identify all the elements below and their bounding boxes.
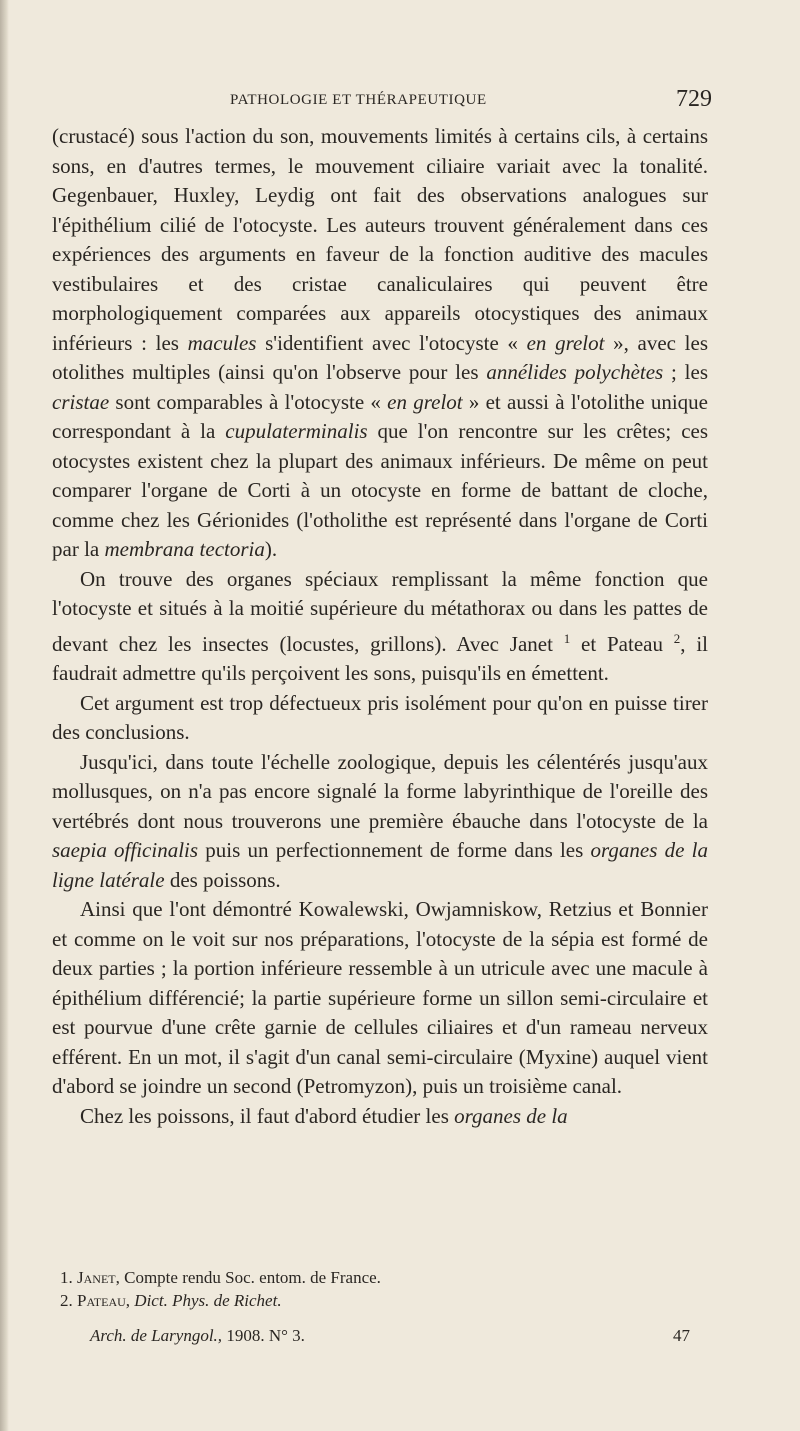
footnote-text: , Compte rendu Soc. entom. de France. (115, 1268, 381, 1287)
text-run: Cet argument est trop défectueux pris isolément pour qu'on en puisse tirer des conclusions. (52, 690, 708, 744)
italic-run: cupulaterminalis (225, 419, 368, 443)
italic-run: saepia officinalis (52, 838, 199, 862)
journal-source: Arch. de Laryngol., (90, 1326, 223, 1345)
footnote-ref: 1 (563, 630, 571, 646)
footnote-text: , (125, 1291, 135, 1310)
text-run: s'identifient avec l'otocyste « (256, 330, 527, 355)
text-run: On trouve des organes spéciaux remplissant la même fonction que l'otocyste et situés à la moitié supérieure du métathorax ou dans les pattes de devant chez les insectes (locustes, grillons). Avec Janet (52, 566, 708, 656)
italic-run: organes de la ligne latérale (52, 838, 708, 892)
page-footer (90, 1326, 690, 1352)
sheet-number: 47 (673, 1326, 690, 1345)
text-run: », avec les otolithes multiples (ainsi qu'on l'observe pour les (52, 330, 708, 384)
text-run: et Pateau (570, 631, 674, 656)
text-run: » et aussi à l'otolithe unique correspondant à la (52, 389, 708, 443)
italic-run: annélides polychètes (486, 360, 664, 384)
text-run: ; les (663, 360, 709, 384)
footnote-author: Janet (77, 1268, 116, 1287)
italic-run: en grelot (387, 389, 463, 414)
text-run: Chez les poissons, il faut d'abord étudier les (80, 1103, 455, 1128)
italic-run: cristae (52, 389, 110, 414)
footnote-author: Pateau (77, 1291, 126, 1310)
footnote-number: 1. (60, 1268, 73, 1287)
footnotes (60, 1266, 710, 1312)
footnote-ref: 2 (673, 630, 681, 646)
italic-run: membrana tectoria (104, 537, 265, 561)
journal-issue: 1908. N° 3. (222, 1326, 305, 1345)
footnote (60, 1289, 710, 1312)
text-run: (crustacé) sous l'action du son, mouvements limités à certains cils, à certains sons, en d'autres termes, le mouvement ciliaire variait avec la tonalité. Gegenbauer, Huxley, Leydig ont fait des observations analogues sur l'épithélium cilié de l'otocyste. Les auteurs trouvent généralement dans ces expériences des arguments en faveur de la fonction auditive des macules vestibulaires et des cristae canaliculaires qui peuvent être morphologiquement comparées aux appareils otocystiques des animaux inférieurs : les (52, 124, 708, 355)
text-run: des poissons. (164, 867, 281, 892)
footnote (60, 1266, 710, 1289)
paragraph (52, 565, 708, 689)
text-run: que l'on rencontre sur les crêtes; ces otocystes existent chez la plupart des animaux inférieurs. De même on peut comparer l'organe de Corti à un otocyste en forme de battant de cloche, comme chez les Gérionides (l'otholithe est représenté dans l'organe de Corti par la (52, 419, 709, 561)
paragraph (52, 748, 708, 896)
page-number: 729 (676, 86, 712, 112)
italic-run: organes de la (454, 1103, 568, 1128)
running-head: PATHOLOGIE ET THÉRAPEUTIQUE (230, 92, 487, 108)
text-run: Jusqu'ici, dans toute l'échelle zoologique, depuis les célentérés jusqu'aux mollusques, on n'a pas encore signalé la forme labyrinthique de l'oreille des vertébrés dont nous trouverons une première ébauche dans l'otocyste de la (52, 749, 708, 833)
text-run: puis un perfectionnement de forme dans les (198, 838, 591, 862)
text-run: sont comparables à l'otocyste « (109, 389, 388, 414)
body-text (52, 122, 708, 1131)
text-run: Ainsi que l'ont démontré Kowalewski, Owjamniskow, Retzius et Bonnier et comme on le voit sur nos préparations, l'otocyste de la sépia est formé de deux parties ; la portion inférieure ressemble à un utricule avec une macule à épithélium différencié; la partie supérieure forme un sillon semi-circulaire et est pourvue d'une crête garnie de cellules ciliaires et d'un rameau nerveux efférent. En un mot, il s'agit d'un canal semi-circulaire (Myxine) auquel vient d'abord se joindre un second (Petromyzon), puis un troisième canal. (52, 897, 708, 1098)
italic-run: en grelot (526, 330, 605, 355)
text-run: , il faudrait admettre qu'ils perçoivent les sons, puisqu'ils en émettent. (52, 631, 708, 685)
text-run: ). (264, 537, 278, 561)
paragraph (52, 689, 708, 748)
footnote-work: Dict. Phys. de Richet. (134, 1291, 282, 1310)
paragraph (52, 122, 708, 565)
footnote-number: 2. (60, 1291, 73, 1310)
paragraph (52, 895, 708, 1102)
page-header (230, 88, 730, 116)
italic-run: macules (187, 330, 257, 355)
paragraph (52, 1102, 708, 1132)
